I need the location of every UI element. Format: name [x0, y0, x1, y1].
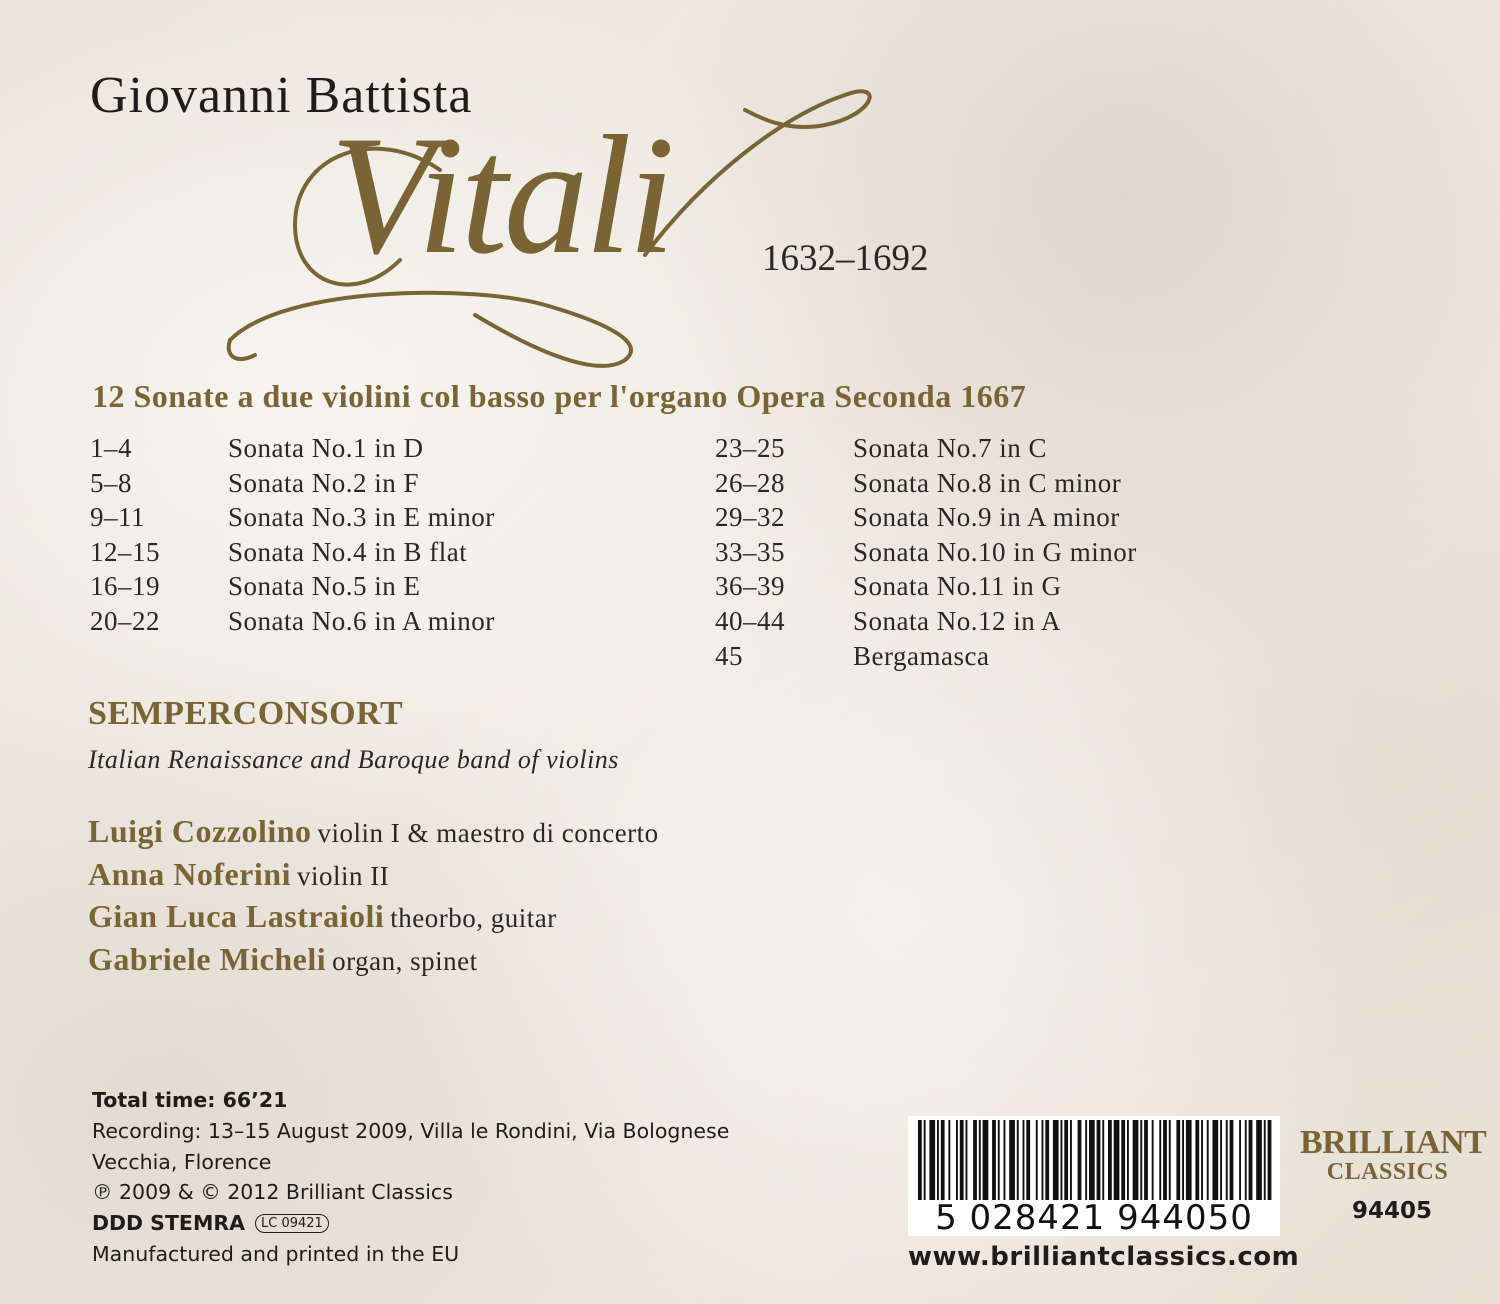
track-number: 20–22	[90, 605, 160, 636]
composer-last-name: Vitali	[330, 101, 672, 289]
track-row	[715, 502, 1275, 537]
performer-name: Gabriele Micheli	[88, 941, 327, 978]
barcode-bar	[1017, 1120, 1019, 1200]
composer-first-name: Giovanni Battista	[90, 67, 473, 124]
track-title: Sonata No.8 in C minor	[853, 467, 1122, 498]
performer-name: Gian Luca Lastraioli	[88, 898, 385, 935]
barcode-bar	[1121, 1120, 1125, 1200]
recording-info-line1: Recording: 13–15 August 2009, Villa le Rondini, Via Bolognese	[92, 1118, 730, 1143]
barcode-bar	[1053, 1120, 1059, 1200]
performer-row	[88, 941, 659, 984]
barcode-bar	[1009, 1120, 1015, 1200]
composer-dates: 1632–1692	[762, 238, 929, 279]
performer-role: theorbo, guitar	[390, 903, 557, 934]
lc-code-badge: LC 09421	[255, 1214, 329, 1233]
barcode-bar	[1042, 1120, 1044, 1200]
barcode-bar	[941, 1120, 945, 1200]
barcode-bar	[918, 1120, 922, 1200]
performer-role: violin I & maestro di concerto	[317, 818, 659, 848]
barcode-bar	[1045, 1120, 1049, 1200]
barcode-bar	[1004, 1120, 1006, 1200]
barcode-bar	[973, 1120, 977, 1200]
barcode-bar	[1152, 1120, 1154, 1200]
barcode-bar	[1226, 1120, 1228, 1200]
track-title: Sonata No.10 in G minor	[853, 536, 1137, 567]
barcode-bar	[1097, 1120, 1101, 1200]
brilliant-classics-logo	[1300, 1124, 1487, 1185]
barcode-bar	[1256, 1120, 1262, 1200]
track-number: 5–8	[90, 467, 132, 498]
barcode-bar	[1085, 1120, 1087, 1200]
track-number: 36–39	[715, 571, 785, 602]
track-number: 26–28	[715, 467, 785, 498]
barcode-bar	[1070, 1120, 1072, 1200]
barcode-bar	[966, 1120, 968, 1200]
barcode-bar	[1186, 1120, 1192, 1200]
performer-role: violin II	[296, 860, 390, 891]
performer-list	[88, 813, 659, 984]
barcode-bar	[1089, 1120, 1095, 1200]
barcode-bar	[1061, 1120, 1063, 1200]
barcode-bar	[1249, 1120, 1253, 1200]
track-title: Sonata No.4 in B flat	[228, 536, 468, 567]
barcode-bar	[1064, 1120, 1068, 1200]
track-row	[90, 468, 690, 503]
barcode-bar	[1169, 1120, 1171, 1200]
barcode-bar	[1207, 1120, 1209, 1200]
track-row	[90, 502, 690, 537]
barcode-bar	[960, 1120, 964, 1200]
work-title: 12 Sonate a due violini col basso per l'organo Opera Seconda 1667	[92, 378, 1027, 414]
ensemble-name: SEMPERCONSORT	[88, 695, 404, 732]
barcode-bar	[1114, 1120, 1120, 1200]
track-title: Sonata No.11 in G	[853, 571, 1062, 602]
track-title: Sonata No.7 in C	[853, 433, 1047, 463]
barcode-bar	[1133, 1120, 1139, 1200]
track-number: 1–4	[90, 433, 132, 463]
performer-name: Luigi Cozzolino	[88, 813, 312, 849]
barcode-bar	[1201, 1120, 1203, 1200]
barcode-bar	[924, 1120, 926, 1200]
barcode-bar	[1026, 1120, 1030, 1200]
barcode-bar	[979, 1120, 981, 1200]
barcode-bar	[1264, 1120, 1266, 1200]
track-number: 9–11	[90, 502, 145, 533]
barcode-bar	[1140, 1120, 1142, 1200]
track-row	[90, 606, 690, 641]
barcode-bar	[1245, 1120, 1247, 1200]
barcode	[908, 1116, 1280, 1236]
rights-text: DDD STEMRA	[92, 1211, 245, 1236]
tracklist-right	[715, 433, 1275, 675]
track-row	[715, 433, 1275, 468]
barcode-bar	[998, 1120, 1000, 1200]
track-title: Sonata No.3 in E minor	[228, 502, 495, 533]
performer-row	[88, 813, 659, 856]
barcode-bar	[1213, 1120, 1219, 1200]
track-row	[715, 468, 1275, 503]
track-number: 40–44	[715, 605, 785, 636]
track-title: Sonata No.9 in A minor	[853, 502, 1120, 533]
barcode-bar	[937, 1120, 939, 1200]
total-time: Total time: 66’21	[92, 1088, 288, 1112]
performer-name: Anna Noferini	[88, 855, 291, 892]
barcode-bar	[992, 1120, 996, 1200]
manufactured-line: Manufactured and printed in the EU	[92, 1241, 460, 1266]
copyright-line: ℗ 2009 & © 2012 Brilliant Classics	[92, 1180, 453, 1205]
track-title: Sonata No.5 in E	[228, 571, 421, 602]
recording-info-line2: Vecchia, Florence	[92, 1149, 272, 1174]
track-title: Sonata No.12 in A	[853, 605, 1061, 636]
tracklist-left	[90, 433, 690, 641]
performer-role: organ, spinet	[332, 946, 478, 977]
track-row	[715, 571, 1275, 606]
track-number: 33–35	[715, 536, 785, 567]
catalog-number: 94405	[1352, 1198, 1433, 1224]
barcode-bar	[1159, 1120, 1161, 1200]
barcode-bar	[1127, 1120, 1129, 1200]
barcode-bar	[983, 1120, 989, 1200]
performer-row	[88, 856, 659, 899]
barcode-bar	[1268, 1120, 1272, 1200]
track-title: Sonata No.6 in A minor	[228, 605, 495, 636]
barcode-bar	[1220, 1120, 1222, 1200]
track-title: Bergamasca	[853, 640, 990, 671]
track-row	[715, 537, 1275, 572]
rights-line	[92, 1211, 729, 1242]
barcode-digits: 5 028421 944050	[935, 1198, 1253, 1238]
track-number: 16–19	[90, 571, 160, 602]
ensemble-description: Italian Renaissance and Baroque band of violins	[88, 745, 619, 774]
barcode-bar	[1102, 1120, 1104, 1200]
barcode-bar	[1036, 1120, 1038, 1200]
credits-block	[92, 1088, 729, 1273]
barcode-bar	[1078, 1120, 1082, 1200]
track-row	[90, 537, 690, 572]
track-row	[715, 641, 1275, 676]
track-number: 12–15	[90, 536, 160, 567]
website-url: www.brilliantclassics.com	[908, 1242, 1300, 1272]
brand-line2: CLASSICS	[1326, 1159, 1449, 1185]
barcode-bar	[1182, 1120, 1184, 1200]
track-row	[90, 433, 690, 468]
barcode-bar	[1163, 1120, 1167, 1200]
barcode-bar	[1239, 1120, 1241, 1200]
track-title: Sonata No.1 in D	[228, 433, 424, 463]
barcode-bar	[1195, 1120, 1199, 1200]
barcode-bar	[1230, 1120, 1234, 1200]
brand-line1: BRILLIANT	[1300, 1124, 1487, 1161]
barcode-bar	[948, 1120, 950, 1200]
track-row	[715, 606, 1275, 641]
barcode-bar	[956, 1120, 958, 1200]
performer-row	[88, 898, 659, 941]
barcode-bar	[1023, 1120, 1025, 1200]
track-number: 29–32	[715, 502, 785, 533]
track-row	[90, 571, 690, 606]
track-number: 45	[715, 640, 743, 671]
barcode-bar	[1176, 1120, 1180, 1200]
track-title: Sonata No.2 in F	[228, 467, 420, 498]
barcode-bar	[1144, 1120, 1148, 1200]
barcode-bar	[929, 1120, 935, 1200]
track-number: 23–25	[715, 433, 785, 463]
barcode-bar	[1108, 1120, 1112, 1200]
